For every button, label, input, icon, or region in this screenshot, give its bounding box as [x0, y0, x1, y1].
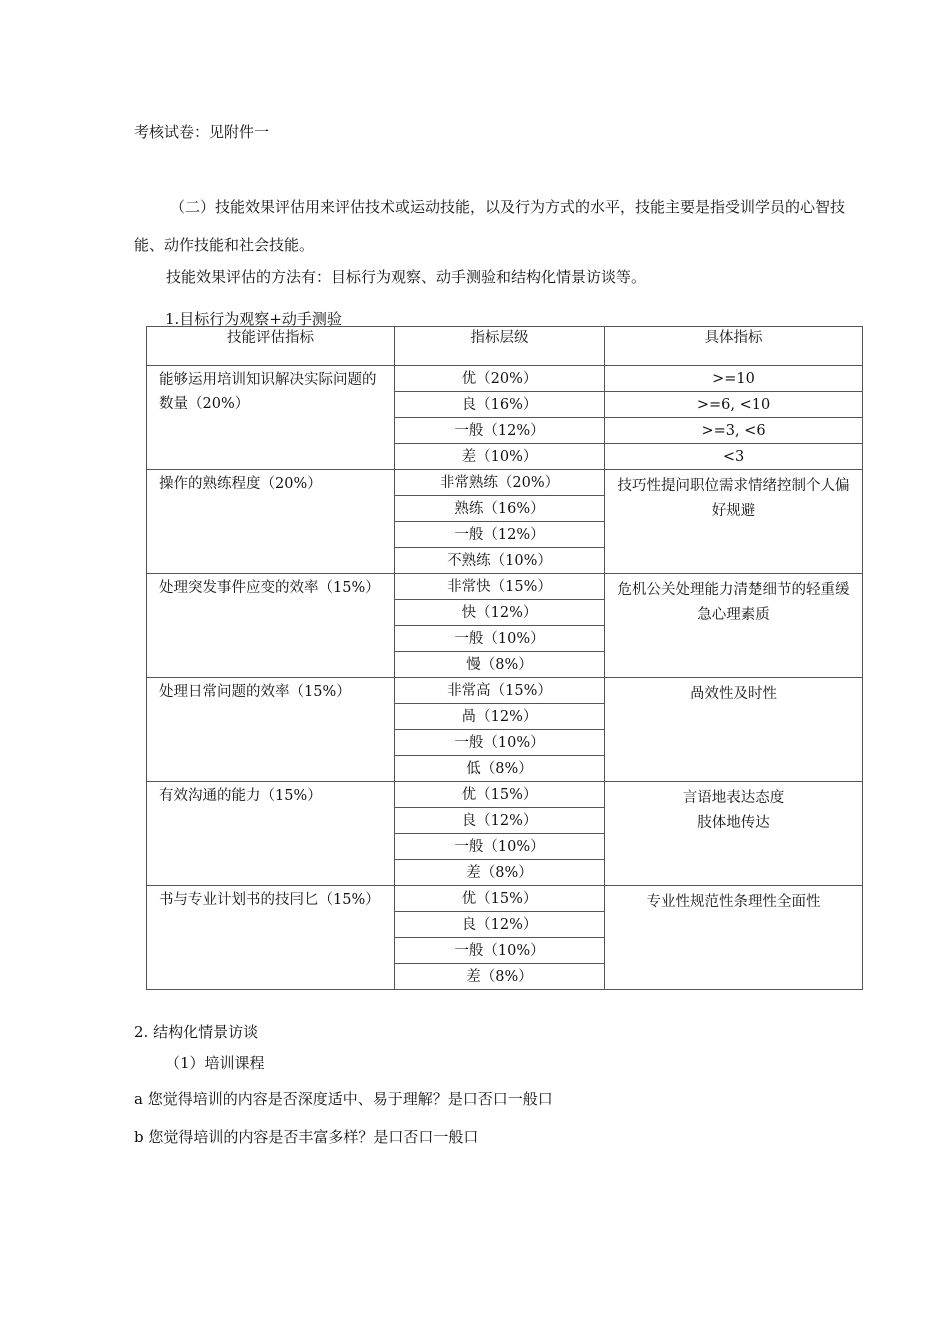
skill-evaluation-table [146, 326, 863, 990]
spec-cell: >=3, <6 [605, 418, 863, 444]
level-cell: 低（8%） [395, 756, 605, 782]
level-cell: 一般（10%） [395, 834, 605, 860]
level-cell: 良（16%） [395, 392, 605, 418]
criterion-cell: 有效沟通的能力（15%） [147, 782, 395, 886]
level-cell: 一般（12%） [395, 418, 605, 444]
table-row [147, 678, 863, 704]
table-row [147, 574, 863, 600]
spec-cell: >=10 [605, 366, 863, 392]
level-cell: 非常熟练（20%） [395, 470, 605, 496]
level-cell: 一般（12%） [395, 522, 605, 548]
level-cell: 慢（8%） [395, 652, 605, 678]
level-cell: 一般（10%） [395, 730, 605, 756]
exam-paper-line: 考核试卷：见附件一 [134, 123, 270, 141]
table-row [147, 366, 863, 392]
section-2-title: 2. 结构化情景访谈 [134, 1023, 259, 1041]
spec-line: 肢体地传达 [697, 815, 770, 831]
level-cell: 一般（10%） [395, 938, 605, 964]
level-cell: 熟练（16%） [395, 496, 605, 522]
table-row [147, 470, 863, 496]
subsection-training-course: （1）培训课程 [165, 1054, 265, 1072]
level-cell: 良（12%） [395, 808, 605, 834]
level-cell: 非常快（15%） [395, 574, 605, 600]
level-cell: 咼（12%） [395, 704, 605, 730]
header-criterion: 技能评估指标 [147, 327, 395, 366]
criterion-cell: 能够运用培训知识解决实际问题的数量（20%） [147, 366, 395, 470]
level-cell: 差（8%） [395, 860, 605, 886]
level-cell: 良（12%） [395, 912, 605, 938]
level-cell: 快（12%） [395, 600, 605, 626]
criterion-cell: 处理日常问题的效率（15%） [147, 678, 395, 782]
criterion-cell: 书与专业计划书的技冃匕（15%） [147, 886, 395, 990]
methods-paragraph: 技能效果评估的方法有：目标行为观察、动手测验和结构化情景访谈等。 [166, 268, 647, 286]
table-row [147, 782, 863, 808]
spec-line: 言语地表达态度 [682, 790, 785, 806]
question-a: a 您觉得培训的内容是否深度适中、易于理解？是口否口一般口 [134, 1090, 553, 1108]
criterion-cell: 操作的熟练程度（20%） [147, 470, 395, 574]
criterion-cell: 处理突发事件应变的效率（15%） [147, 574, 395, 678]
level-cell: 优（20%） [395, 366, 605, 392]
question-b: b 您觉得培训的内容是否丰富多样？是口否口一般口 [134, 1128, 479, 1146]
spec-cell: >=6, <10 [605, 392, 863, 418]
level-cell: 非常高（15%） [395, 678, 605, 704]
level-cell: 优（15%） [395, 782, 605, 808]
header-spec: 具体指标 [605, 327, 863, 366]
table-caption: 1.目标行为观察+动手测验 [165, 310, 342, 328]
spec-cell: 咼效性及时性 [605, 678, 863, 782]
level-cell: 不熟练（10%） [395, 548, 605, 574]
level-cell: 一般（10%） [395, 626, 605, 652]
skill-evaluation-paragraph: （二）技能效果评估用来评估技术或运动技能，以及行为方式的水平，技能主要是指受训学员的心智技能、动作技能和社会技能。 [134, 198, 846, 254]
spec-cell: 技巧性提问职位需求情绪控制个人偏好规避 [605, 470, 863, 574]
table-header-row [147, 327, 863, 366]
spec-cell: 专业性规范性条理性全面性 [605, 886, 863, 990]
header-level: 指标层级 [395, 327, 605, 366]
level-cell: 差（8%） [395, 964, 605, 990]
spec-cell: <3 [605, 444, 863, 470]
level-cell: 优（15%） [395, 886, 605, 912]
table-row [147, 886, 863, 912]
spec-cell [605, 782, 863, 886]
spec-cell: 危机公关处理能力清楚细节的轻重缓急心理素质 [605, 574, 863, 678]
level-cell: 差（10%） [395, 444, 605, 470]
